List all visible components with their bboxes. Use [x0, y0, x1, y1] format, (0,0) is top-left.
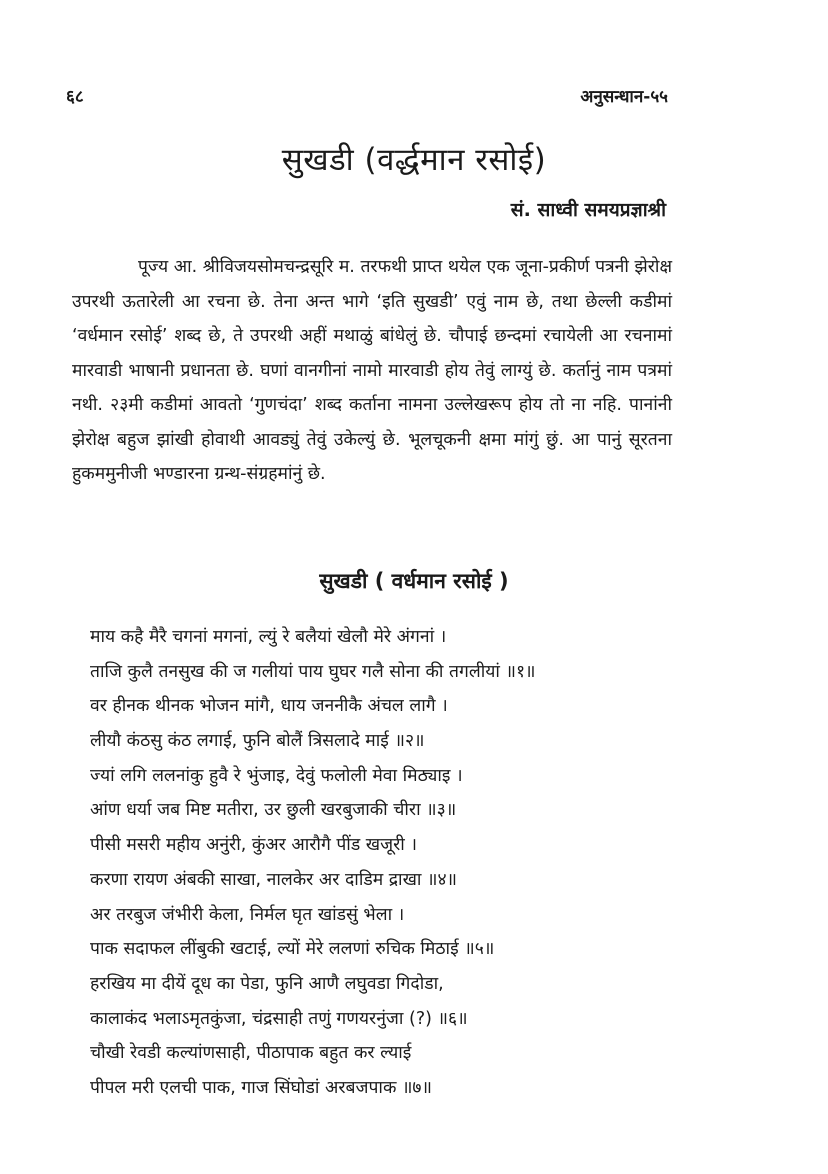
verse-line: चौखी रेवडी कल्यांणसाही, पीठापाक बहुत कर ल्याई — [90, 1043, 412, 1064]
verse-line: लीयौ कंठसु कंठ लगाई, फुनि बोलैं त्रिसलादे माई ॥२॥ — [90, 731, 425, 752]
page-title: सुखडी (वर्द्धमान रसोई) — [281, 142, 547, 178]
verse-line: पाक सदाफल लींबुकी खटाई, ल्यों मेरे ललणां रुचिक मिठाई ॥५॥ — [90, 939, 495, 960]
editor-credit: सं. साध्वी समयप्रज्ञाश्री — [510, 199, 666, 221]
poem-title: सुखडी ( वर्धमान रसोई ) — [319, 569, 509, 593]
verse-line: ज्यां लगि ललनांकु हुवै रे भुंजाइ, देवुं फलोली मेवा मिठ्याइ । — [90, 765, 463, 786]
verse-line: पीपल मरी एलची पाक, गाज सिंघोडां अरबजपाक ॥७॥ — [90, 1077, 433, 1098]
verse-line: माय कहै मैरै चगनां मगनां, ल्युं रे बलैयां खेलौ मेरे अंगनां । — [90, 627, 447, 647]
verse-line: पीसी मसरी महीय अनुंरी, कुंअर आरौगै पींड खजूरी । — [90, 835, 417, 856]
verse-line: करणा रायण अंबकी साखा, नालकेर अर दाडिम द्राखा ॥४॥ — [90, 869, 458, 890]
verse-line: कालाकंद भलाऽमृतकुंजा, चंद्रसाही तणुं गणयरनुंजा (?) ॥६॥ — [90, 1008, 468, 1029]
poem-verses — [90, 620, 536, 1106]
page-header — [66, 84, 668, 110]
verse-line: वर हीनक थीनक भोजन मांगै, धाय जननीकै अंचल लागै । — [90, 696, 448, 717]
intro-paragraph: पूज्य आ. श्रीविजयसोमचन्द्रसूरि म. तरफथी प्राप्त थयेल एक जूना-प्रकीर्ण पत्रनी झेरोक्ष उपरथी ऊतारेली आ रचना छे. तेना अन्त भागे ‘इति सुखडी’ एवुं नाम छे, तथा छेल्ली कडीमां ‘वर्धमान रसोई’ शब्द छे, ते उपरथी अहीं मथाळुं बांधेलुं छे. चौपाई छन्दमां रचायेली आ रचनामां मारवाडी भाषानी प्रधानता छे. घणां वानगीनां नामो मारवाडी होय तेवुं लाग्युं छे. कर्तानुं नाम पत्रमां नथी. २३मी कडीमां आवतो ‘गुणचंदा’ शब्द कर्ताना नामना उल्लेखरूप होय तो ना नहि. पानांनी झेरोक्ष बहुज झांखी होवाथी आवड्युं तेवुं उकेल्युं छे. भूलचूकनी क्षमा मांगुं छुं. आ पानुं सूरतना हुकममुनीजी भण्डारना ग्रन्थ-संग्रहमांनुं छे. — [72, 257, 672, 484]
verse-line: अर तरबुज जंभीरी केला, निर्मल घृत खांडसुं भेला । — [90, 904, 405, 925]
running-head: अनुसन्धान-५५ — [580, 87, 668, 107]
verse-line: हरखिय मा दीयें दूध का पेडा, फुनि आणै लघुवडा गिदोडा, — [90, 973, 444, 994]
verse-line: आंण धर्या जब मिष्ट मतीरा, उर छुली खरबुजाकी चीरा ॥३॥ — [90, 800, 457, 821]
verse-line: ताजि कुलै तनसुख की ज गलीयां पाय घुघर गलै सोना की तगलीयां ॥१॥ — [90, 661, 536, 682]
page-number: ६८ — [66, 87, 84, 107]
